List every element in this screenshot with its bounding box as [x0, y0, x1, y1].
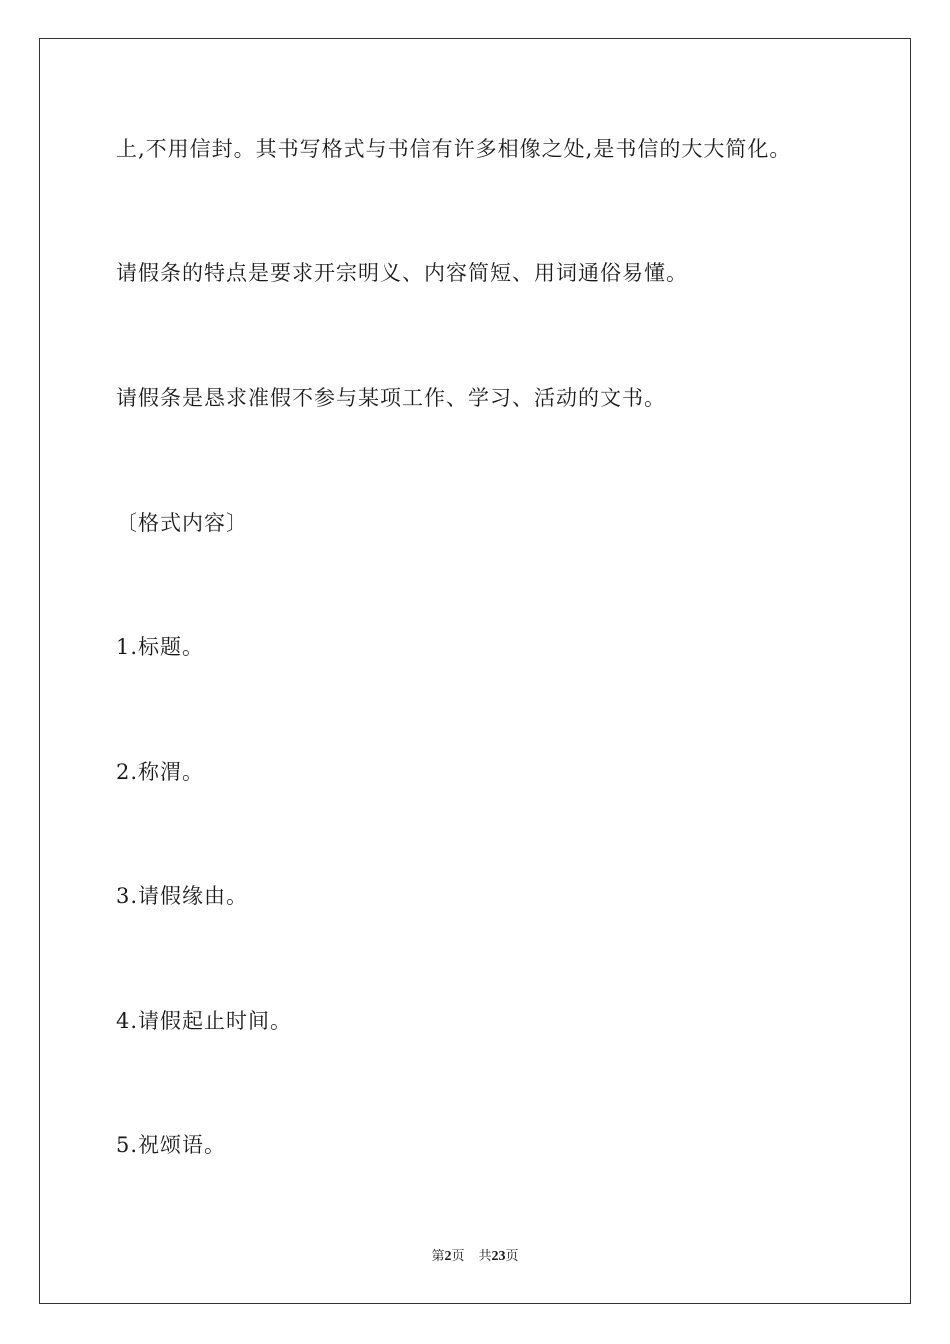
list-item-closing-wishes: 5.祝颂语。 — [116, 1133, 227, 1157]
footer-total-suffix: 页 — [505, 1249, 519, 1264]
page-border — [39, 38, 911, 1304]
footer-total-pages: 23 — [491, 1249, 506, 1264]
section-heading-format: 〔格式内容〕 — [116, 511, 248, 535]
paragraph-definition: 请假条是恳求准假不参与某项工作、学习、活动的文书。 — [116, 386, 666, 410]
footer-page-prefix: 第 — [431, 1249, 445, 1264]
list-item-title: 1.标题。 — [116, 635, 205, 659]
footer-total-prefix: 共 — [478, 1249, 492, 1264]
paragraph-features: 请假条的特点是要求开宗明义、内容简短、用词通俗易懂。 — [116, 261, 688, 285]
footer-page-suffix: 页 — [451, 1249, 465, 1264]
footer-page-number: 2 — [444, 1249, 452, 1264]
page-footer — [0, 1248, 950, 1266]
list-item-salutation: 2.称渭。 — [116, 760, 205, 784]
list-item-reason: 3.请假缘由。 — [116, 884, 249, 908]
paragraph-letter-simplification: 上,不用信封。其书写格式与书信有许多相像之处,是书信的大大简化。 — [116, 137, 792, 161]
list-item-time-period: 4.请假起止时间。 — [116, 1009, 293, 1033]
